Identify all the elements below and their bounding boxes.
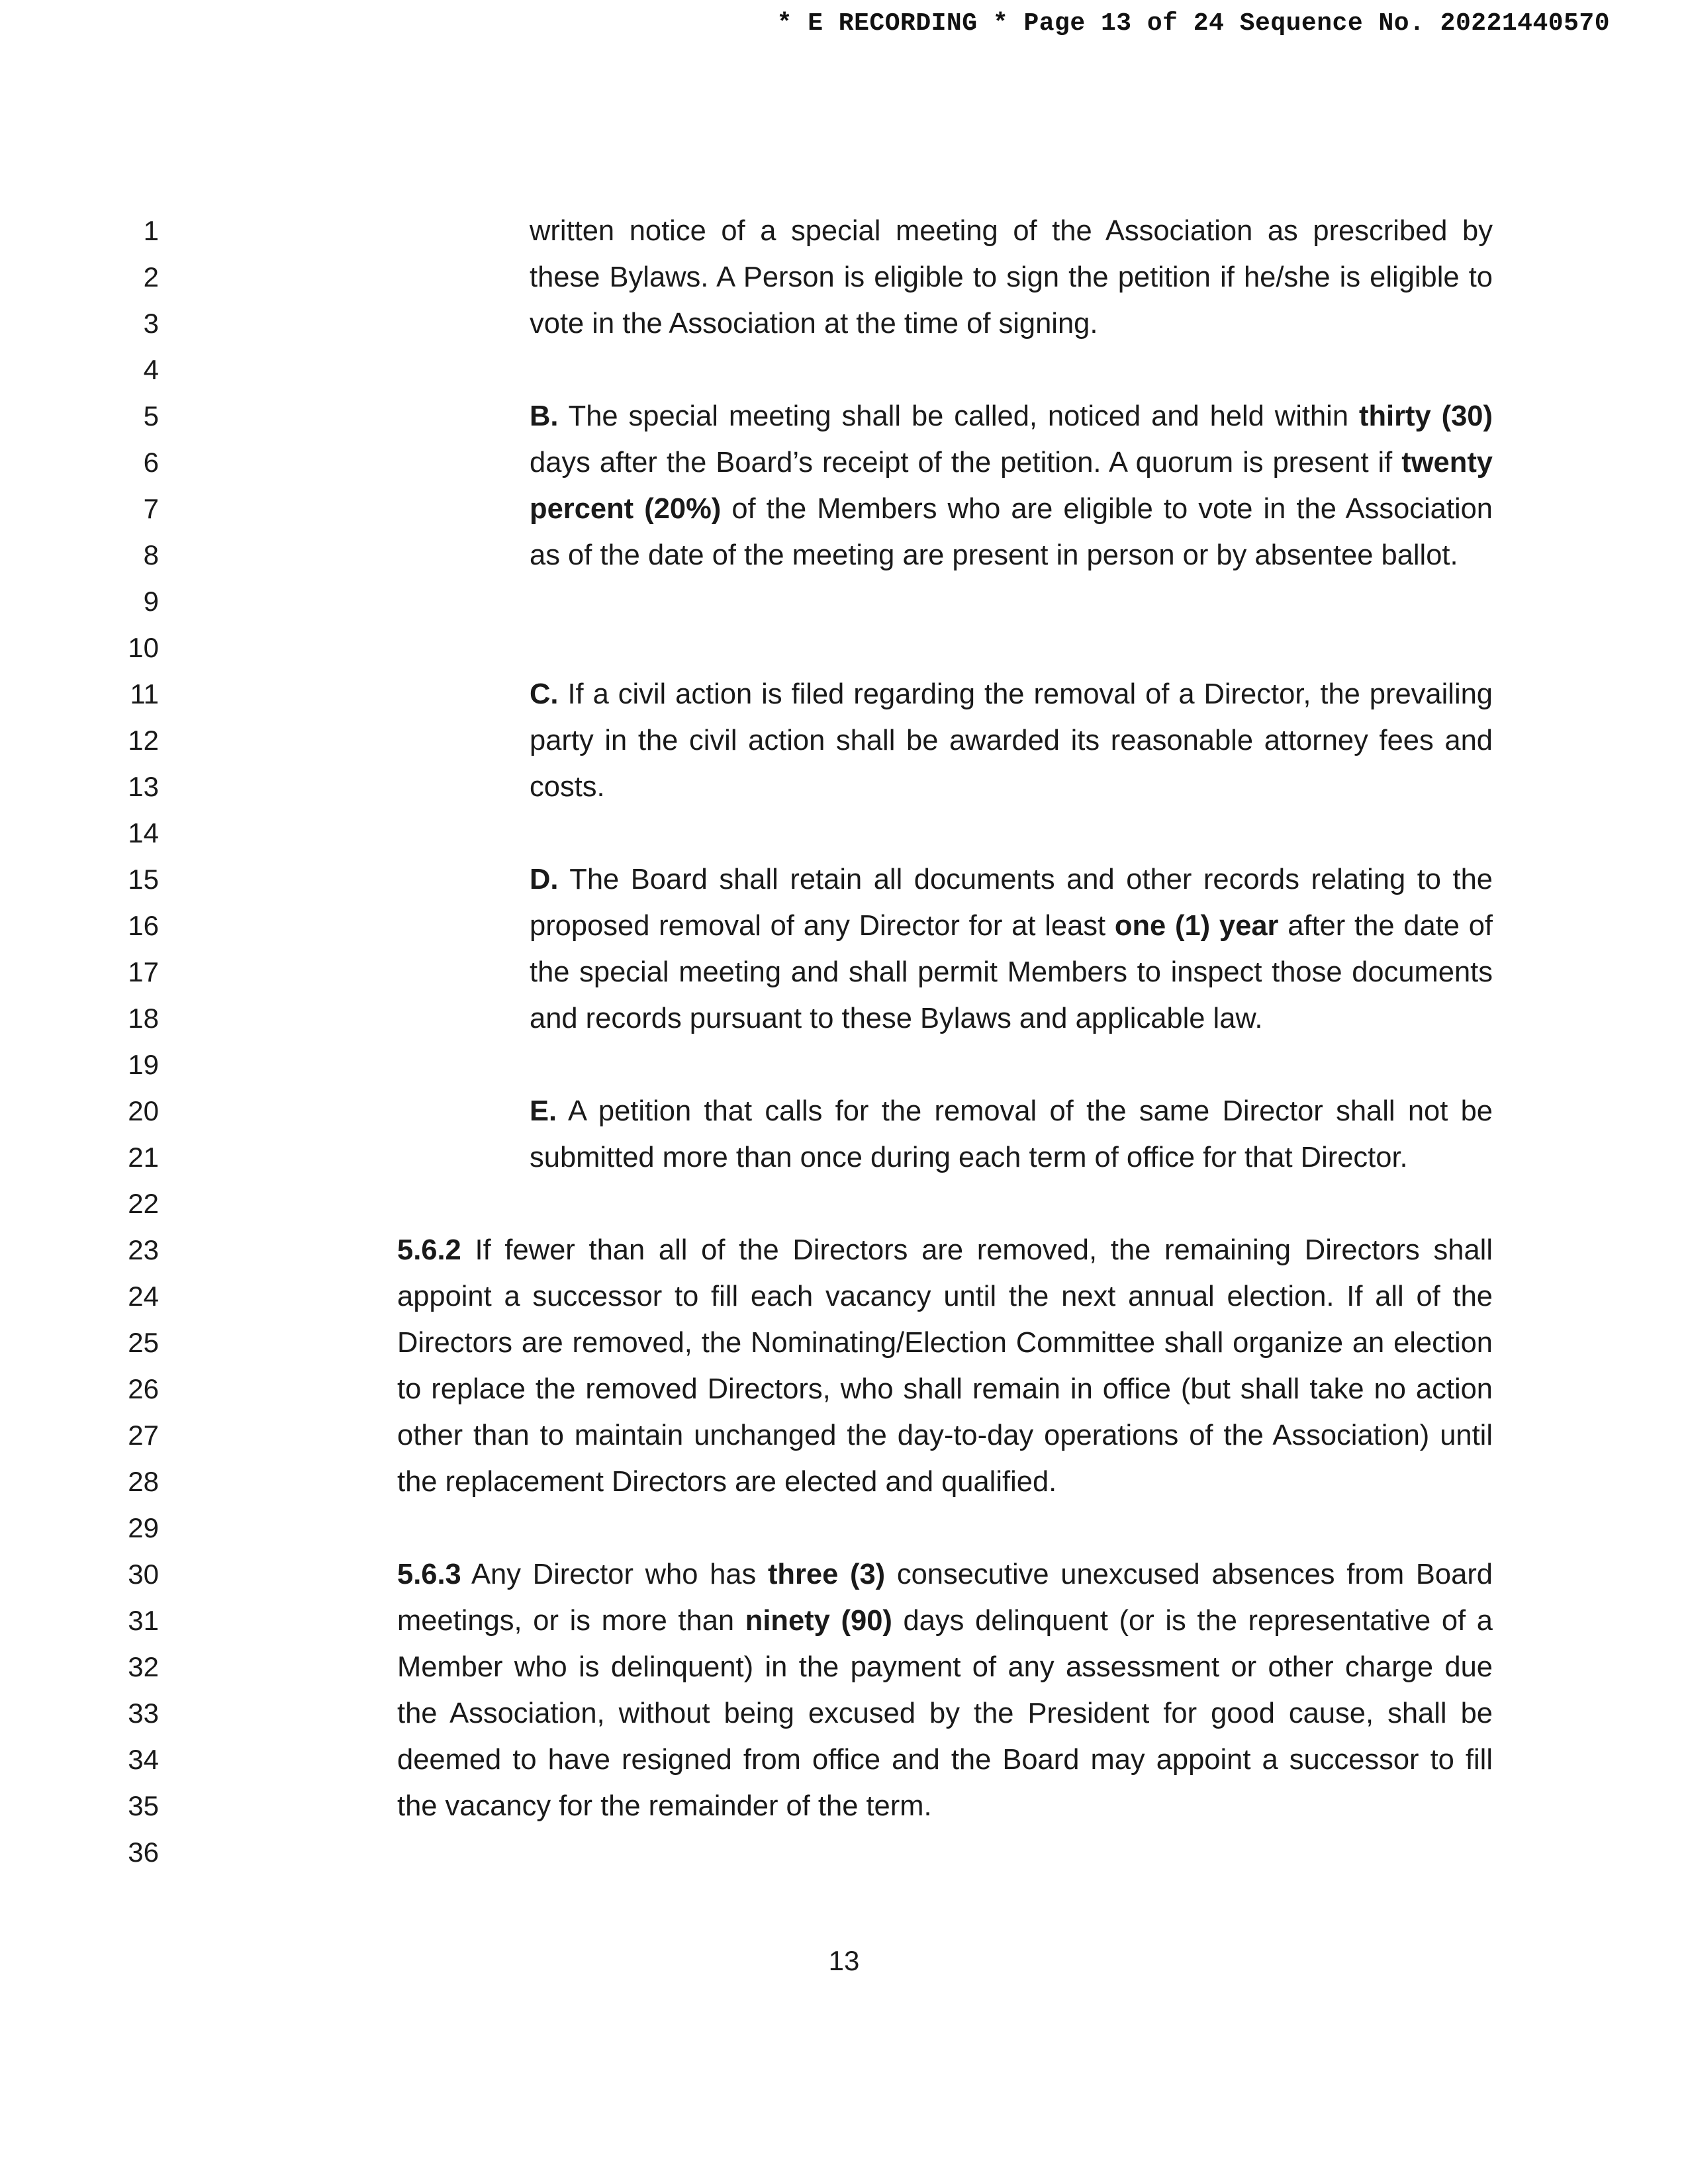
- paragraph-e-text: [530, 1088, 1493, 1181]
- line-number: 29: [128, 1512, 159, 1543]
- page-number: 13: [828, 1945, 860, 1976]
- section-5-6-3-segment: Any Director who has: [461, 1559, 768, 1590]
- line-number: 16: [128, 910, 159, 941]
- paragraph-b-emphasis: twenty percent (20%): [530, 447, 1493, 525]
- line-number: 36: [128, 1837, 159, 1868]
- section-5-6-2-number: 5.6.2: [397, 1234, 461, 1266]
- line-number: 15: [128, 864, 159, 895]
- line-number: 28: [128, 1466, 159, 1497]
- paragraph-b-segment: The special meeting shall be called, noticed and held within: [558, 400, 1359, 432]
- section-5-6-3-number: 5.6.3: [397, 1559, 461, 1590]
- line-number: 9: [143, 586, 159, 617]
- section-5-6-2: [397, 1227, 1493, 1505]
- line-number: 20: [128, 1095, 159, 1126]
- line-number: 19: [128, 1049, 159, 1080]
- paragraph-b: [530, 393, 1493, 578]
- paragraph-d-text: [530, 856, 1493, 1042]
- paragraph-c: [530, 671, 1493, 810]
- line-number: 6: [143, 447, 159, 478]
- line-number: 17: [128, 956, 159, 987]
- line-number: 4: [143, 354, 159, 385]
- section-5-6-3-segment: consecutive unexcused absences from Board meetings, or is more than: [397, 1559, 1493, 1637]
- paragraph-b-text: [530, 393, 1493, 578]
- paragraph-d: [530, 856, 1493, 1042]
- paragraph-intro-text: written notice of a special meeting of the Association as prescribed by these Bylaws. A Person is eligible to sign the petition if he/she is eligible to vote in the Association at the time of signing.: [530, 215, 1493, 340]
- line-number: 31: [128, 1605, 159, 1636]
- line-number: 35: [128, 1790, 159, 1821]
- line-number: 21: [128, 1142, 159, 1173]
- section-5-6-3-emphasis: ninety (90): [745, 1605, 892, 1637]
- paragraph-d-label: D.: [530, 864, 559, 895]
- paragraph-c-segment: If a civil action is filed regarding the removal of a Director, the prevailing party in the civil action shall be awarded its reasonable attorney fees and costs.: [530, 678, 1493, 803]
- line-number: 33: [128, 1698, 159, 1729]
- paragraph-e: [530, 1088, 1493, 1181]
- line-number: 7: [143, 493, 159, 524]
- paragraph-b-segment: days after the Board’s receipt of the petition. A quorum is present if: [530, 447, 1402, 478]
- line-number: 13: [128, 771, 159, 802]
- section-5-6-3: [397, 1551, 1493, 1829]
- section-5-6-3-text: [397, 1551, 1493, 1829]
- line-number: 26: [128, 1373, 159, 1404]
- line-number: 30: [128, 1559, 159, 1590]
- paragraph-d-segment: after the date of the special meeting and shall permit Members to inspect those documents and records pursuant to these Bylaws and applicable law.: [530, 910, 1493, 1034]
- section-5-6-2-text: [397, 1227, 1493, 1505]
- line-number: 1: [143, 215, 159, 246]
- line-number: 2: [143, 261, 159, 293]
- line-number: 23: [128, 1234, 159, 1265]
- line-number: 27: [128, 1420, 159, 1451]
- section-5-6-3-segment: days delinquent (or is the representative of a Member who is delinquent) in the payment of any assessment or other charge due the Association, without being excused by the President for good cause, shall be deemed to have resigned from office and the Board may appoint a successor to fill the vacancy for the remainder of the term.: [397, 1605, 1493, 1822]
- line-number: 10: [128, 632, 159, 663]
- section-5-6-2-segment: If fewer than all of the Directors are removed, the remaining Directors shall appoint a successor to fill each vacancy until the next annual election. If all of the Directors are removed, the Nominating/Election Committee shall organize an election to replace the removed Directors, who shall remain in office (but shall take no action other than to maintain unchanged the day-to-day operations of the Association) until the replacement Directors are elected and qualified.: [397, 1234, 1493, 1498]
- paragraph-e-segment: A petition that calls for the removal of the same Director shall not be submitted more than once during each term of office for that Director.: [530, 1095, 1493, 1173]
- line-number: 18: [128, 1003, 159, 1034]
- paragraph-b-emphasis: thirty (30): [1358, 400, 1493, 432]
- paragraph-b-segment: of the Members who are eligible to vote in the Association as of the date of the meeting are present in person or by absentee ballot.: [530, 493, 1493, 571]
- recording-header: * E RECORDING * Page 13 of 24 Sequence No. 20221440570: [776, 9, 1610, 38]
- line-number: 24: [128, 1281, 159, 1312]
- line-number: 32: [128, 1651, 159, 1682]
- line-number: 5: [143, 400, 159, 432]
- line-number: 14: [128, 817, 159, 848]
- paragraph-intro: [530, 208, 1493, 347]
- paragraph-c-label: C.: [530, 678, 559, 710]
- line-number: 8: [143, 539, 159, 570]
- paragraph-d-emphasis: one (1) year: [1114, 910, 1279, 942]
- line-number: 11: [130, 678, 159, 709]
- line-number: 22: [128, 1188, 159, 1219]
- paragraph-d-segment: The Board shall retain all documents and other records relating to the proposed removal of any Director for at least: [530, 864, 1493, 942]
- line-number: 3: [143, 308, 159, 339]
- paragraph-e-label: E.: [530, 1095, 557, 1127]
- line-number: 12: [128, 725, 159, 756]
- paragraph-b-label: B.: [530, 400, 559, 432]
- line-number: 25: [128, 1327, 159, 1358]
- paragraph-c-text: [530, 671, 1493, 810]
- line-number: 34: [128, 1744, 159, 1775]
- section-5-6-3-emphasis: three (3): [767, 1559, 886, 1590]
